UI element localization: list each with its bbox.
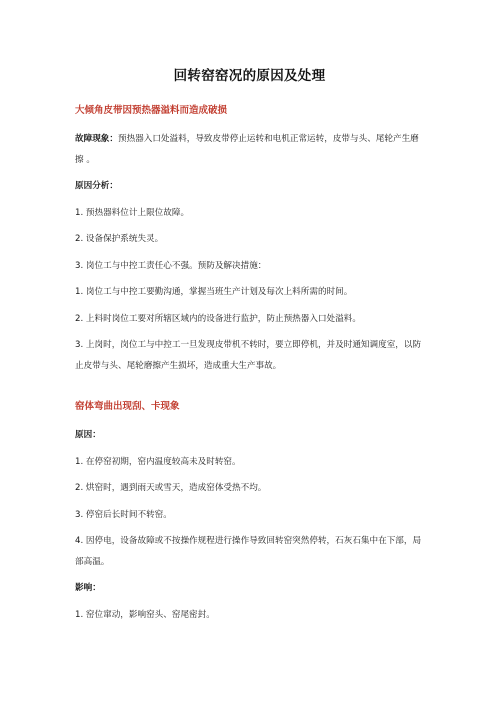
analysis-item: 1. 预热器料位计上限位故障。: [75, 207, 190, 218]
cause-item: 2. 烘窑时，遇到雨天或雪天，造成窑体受热不均。: [75, 483, 267, 493]
measure-item: 3. 上岗时，岗位工与中控工一旦发现皮带机不转时，要立即停机，并及时通知调度室，以防止皮带与头、尾轮磨擦产生损坏，造成重大生产事故。: [75, 340, 422, 371]
cause-item: 4. 因停电，设备故障或不按操作规程进行操作导致回转窑突然停转，石灰石集中在下部，局部高温。: [75, 536, 422, 567]
section-heading: 大倾角皮带因预热器溢料而造成破损: [75, 105, 228, 116]
section-belt-damage: [75, 104, 424, 376]
cause-item: 1. 在停窑初期，窑内温度较高未及时转窑。: [75, 456, 241, 467]
cause-analysis-label: 原因分析：: [75, 181, 118, 191]
document-title: 回转窑窑况的原因及处理: [173, 68, 326, 84]
measure-item: 1. 岗位工与中控工要勤沟通，掌握当班生产计划及每次上料所需的时间。: [75, 287, 353, 297]
fault-symptom-paragraph: [75, 129, 424, 170]
section-heading: 窑体弯曲出现刮、卡现象: [75, 401, 180, 412]
section-spacer: [75, 382, 424, 400]
effect-item: 1. 窑位窜动，影响窑头、窑尾密封。: [75, 609, 215, 620]
cause-item: 3. 停窑后长时间不转窑。: [75, 509, 172, 520]
effect-label: 影响：: [75, 583, 101, 593]
cause-label: 原因：: [75, 430, 101, 440]
section-kiln-bending: [75, 400, 424, 625]
fault-symptom-label: 故障现象：: [75, 134, 118, 144]
analysis-item: 3. 岗位工与中控工责任心不强。预防及解决措施：: [75, 260, 267, 271]
analysis-item: 2. 设备保护系统失灵。: [75, 234, 164, 244]
measure-item: 2. 上料时岗位工要对所辖区域内的设备进行监护，防止预热器入口处溢料。: [75, 313, 361, 324]
fault-symptom-text: 预热器入口处溢料，导致皮带停止运转和电机正常运转，皮带与头、尾轮产生磨擦 。: [75, 134, 419, 165]
